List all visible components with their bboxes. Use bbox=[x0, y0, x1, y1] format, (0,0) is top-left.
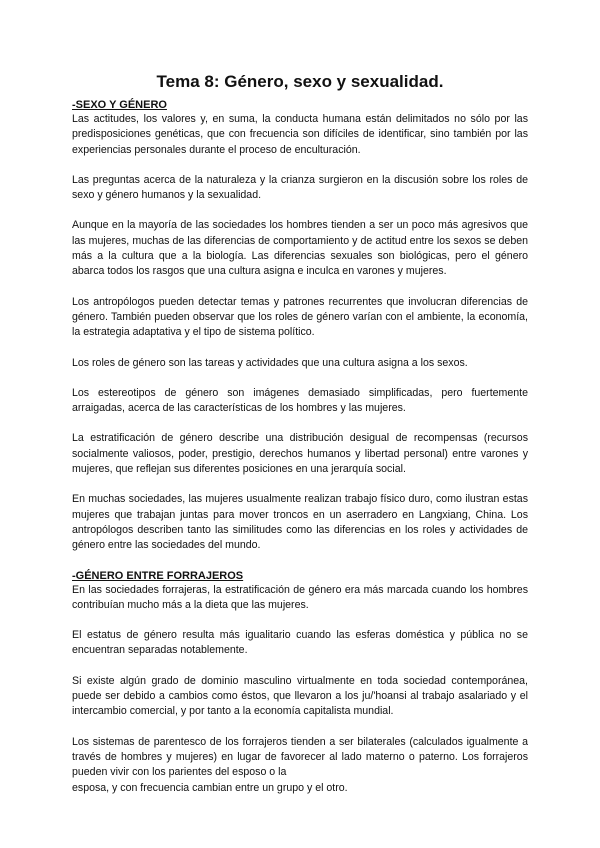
paragraph: En muchas sociedades, las mujeres usualmente realizan trabajo físico duro, como ilustran estas mujeres que trabajan juntas para mover troncos en un aserradero en Langxiang, China. Los antropólogos describen tanto las similitudes como las diferencias en los roles y actividades de género entre las sociedades del mundo. bbox=[72, 493, 528, 552]
paragraph: Aunque en la mayoría de las sociedades los hombres tienden a ser un poco más agresivos que las mujeres, muchas de las diferencias de comportamiento y de actitud entre los sexos se deben más a la cultura que a la biología. Las diferencias sexuales son biológicas, pero el género abarca todos los rasgos que una cultura asigna e inculca en varones y mujeres. bbox=[72, 219, 528, 278]
paragraph: Si existe algún grado de dominio masculino virtualmente en toda sociedad contemporánea, puede ser debido a cambios como éstos, que llevaron a los ju/'hoansi al trabajo asalariado y el intercambio comercial, y por tanto a la economía capitalista mundial. bbox=[72, 674, 528, 718]
section-genero-entre-forrajeros bbox=[72, 569, 528, 796]
paragraph: En las sociedades forrajeras, la estratificación de género era más marcada cuando los hombres contribuían mucho más a la dieta que las mujeres. bbox=[72, 583, 528, 611]
paragraph: La estratificación de género describe una distribución desigual de recompensas (recursos socialmente valiosos, poder, prestigio, derechos humanos y libertad personal) entre varones y mujeres, que reflejan sus diferentes posiciones en una jerarquía social. bbox=[72, 432, 528, 476]
section-sexo-y-genero bbox=[72, 98, 528, 554]
paragraph: Los antropólogos pueden detectar temas y patrones recurrentes que involucran diferencias de género. También pueden observar que los roles de género varían con el ambiente, la economía, la estrategia adaptativa y el tipo de sistema político. bbox=[72, 295, 528, 339]
paragraph: esposa, y con frecuencia cambian entre un grupo y el otro. bbox=[72, 781, 348, 794]
paragraph: Los sistemas de parentesco de los forrajeros tienden a ser bilaterales (calculados igualmente a través de hombres y mujeres) en lugar de favorecer al lado materno o paterno. Los forrajeros pueden vivir con los parientes del esposo o la bbox=[72, 735, 528, 779]
paragraph: El estatus de género resulta más igualitario cuando las esferas doméstica y pública no se encuentran separadas notablemente. bbox=[72, 629, 528, 657]
paragraph: Los roles de género son las tareas y actividades que una cultura asigna a los sexos. bbox=[72, 356, 468, 369]
document-page bbox=[72, 72, 528, 811]
page-title: Tema 8: Género, sexo y sexualidad. bbox=[156, 72, 444, 91]
paragraph: Las preguntas acerca de la naturaleza y la crianza surgieron en la discusión sobre los roles de sexo y género humanos y la sexualidad. bbox=[72, 173, 528, 202]
section-heading: -SEXO Y GÉNERO bbox=[72, 99, 167, 111]
paragraph: Las actitudes, los valores y, en suma, la conducta humana están delimitados no sólo por las predisposiciones genéticas, que con frecuencia son difíciles de identificar, sino también por las experiencias personales durante el proceso de enculturación. bbox=[72, 113, 528, 156]
paragraph: Los estereotipos de género son imágenes demasiado simplificadas, pero fuertemente arraigadas, acerca de las características de los hombres y las mujeres. bbox=[72, 386, 528, 415]
section-heading: -GÉNERO ENTRE FORRAJEROS bbox=[72, 569, 244, 582]
